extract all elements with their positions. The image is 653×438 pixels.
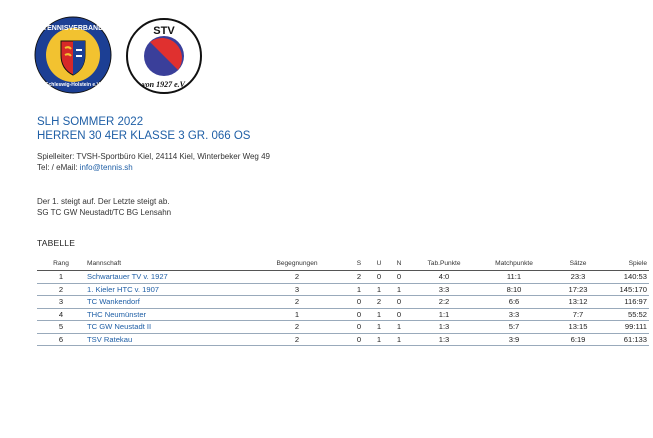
cell-tabpunkte: 2:2	[409, 296, 479, 309]
team-note: SG TC GW Neustadt/TC BG Lensahn	[37, 208, 172, 217]
promotion-note: Der 1. steigt auf. Der Letzte steigt ab.	[37, 197, 170, 206]
col-tabpunkte: Tab.Punkte	[409, 258, 479, 271]
logo-right-top-text: STV	[153, 25, 175, 37]
table-row	[37, 333, 649, 346]
cell-s: 0	[349, 333, 369, 346]
cell-n: 0	[389, 308, 409, 321]
cell-u: 1	[369, 333, 389, 346]
team-link[interactable]: 1. Kieler HTC v. 1907	[87, 284, 160, 294]
cell-u: 0	[369, 271, 389, 284]
tennisverband-logo	[34, 16, 112, 94]
cell-rang: 2	[37, 283, 85, 296]
col-spiele: Spiele	[607, 258, 649, 271]
cell-matchpunkte: 5:7	[479, 321, 549, 334]
col-rang: Rang	[37, 258, 85, 271]
class-title: HERREN 30 4ER KLASSE 3 GR. 066 OS	[37, 130, 251, 142]
tel-label: Tel: / eMail:	[37, 163, 78, 172]
cell-s: 1	[349, 283, 369, 296]
cell-matchpunkte: 11:1	[479, 271, 549, 284]
cell-spiele: 145:170	[607, 283, 649, 296]
season-title: SLH SOMMER 2022	[37, 116, 144, 128]
cell-matchpunkte: 3:3	[479, 308, 549, 321]
cell-n: 1	[389, 283, 409, 296]
cell-tabpunkte: 4:0	[409, 271, 479, 284]
col-begegnungen: Begegnungen	[245, 258, 349, 271]
table-row	[37, 296, 649, 309]
col-mannschaft: Mannschaft	[85, 258, 245, 271]
col-matchpunkte: Matchpunkte	[479, 258, 549, 271]
cell-tabpunkte: 1:1	[409, 308, 479, 321]
logo-left-top-text: TENNISVERBAND	[42, 25, 104, 32]
cell-rang: 4	[37, 308, 85, 321]
logo-right-bottom-text: von 1927 e.V.	[142, 80, 186, 89]
league-notes	[37, 196, 171, 218]
table-row	[37, 271, 649, 284]
cell-saetze: 6:19	[549, 333, 607, 346]
cell-rang: 3	[37, 296, 85, 309]
cell-rang: 6	[37, 333, 85, 346]
cell-u: 2	[369, 296, 389, 309]
contact-line	[37, 162, 270, 173]
col-saetze: Sätze	[549, 258, 607, 271]
col-n: N	[389, 258, 409, 271]
cell-begegnungen: 2	[245, 271, 349, 284]
cell-n: 0	[389, 271, 409, 284]
cell-n: 1	[389, 333, 409, 346]
logo-left-bottom-text: Schleswig-Holstein e.V.	[45, 82, 101, 88]
cell-saetze: 13:15	[549, 321, 607, 334]
cell-u: 1	[369, 308, 389, 321]
col-u: U	[369, 258, 389, 271]
standings-table	[37, 258, 649, 346]
cell-begegnungen: 2	[245, 333, 349, 346]
email-link[interactable]: info@tennis.sh	[79, 163, 133, 172]
table-header-row	[37, 258, 649, 271]
cell-tabpunkte: 1:3	[409, 333, 479, 346]
cell-begegnungen: 2	[245, 296, 349, 309]
team-link[interactable]: TC GW Neustadt II	[87, 322, 152, 332]
cell-s: 0	[349, 321, 369, 334]
cell-begegnungen: 3	[245, 283, 349, 296]
cell-s: 0	[349, 296, 369, 309]
table-row	[37, 321, 649, 334]
stv-logo	[126, 18, 202, 94]
cell-matchpunkte: 3:9	[479, 333, 549, 346]
cell-rang: 5	[37, 321, 85, 334]
cell-spiele: 55:52	[607, 308, 649, 321]
cell-spiele: 140:53	[607, 271, 649, 284]
league-heading	[37, 115, 250, 143]
cell-n: 1	[389, 321, 409, 334]
col-s: S	[349, 258, 369, 271]
team-link[interactable]: Schwartauer TV v. 1927	[87, 272, 168, 282]
cell-u: 1	[369, 321, 389, 334]
cell-spiele: 61:133	[607, 333, 649, 346]
cell-matchpunkte: 8:10	[479, 283, 549, 296]
cell-saetze: 17:23	[549, 283, 607, 296]
team-link[interactable]: TSV Ratekau	[87, 334, 133, 344]
cell-saetze: 23:3	[549, 271, 607, 284]
cell-tabpunkte: 3:3	[409, 283, 479, 296]
cell-s: 0	[349, 308, 369, 321]
cell-s: 2	[349, 271, 369, 284]
leader-text: Spielleiter: TVSH-Sportbüro Kiel, 24114 Kiel, Winterbeker Weg 49	[37, 152, 271, 161]
cell-spiele: 116:97	[607, 296, 649, 309]
cell-begegnungen: 2	[245, 321, 349, 334]
table-row	[37, 283, 649, 296]
cell-begegnungen: 1	[245, 308, 349, 321]
cell-u: 1	[369, 283, 389, 296]
team-link[interactable]: TC Wankendorf	[87, 297, 140, 307]
cell-tabpunkte: 1:3	[409, 321, 479, 334]
cell-matchpunkte: 6:6	[479, 296, 549, 309]
cell-rang: 1	[37, 271, 85, 284]
table-title: TABELLE	[37, 238, 76, 248]
table-row	[37, 308, 649, 321]
cell-n: 0	[389, 296, 409, 309]
cell-spiele: 99:111	[607, 321, 649, 334]
cell-saetze: 7:7	[549, 308, 607, 321]
team-link[interactable]: THC Neumünster	[87, 309, 147, 319]
contact-info	[37, 151, 270, 173]
cell-saetze: 13:12	[549, 296, 607, 309]
